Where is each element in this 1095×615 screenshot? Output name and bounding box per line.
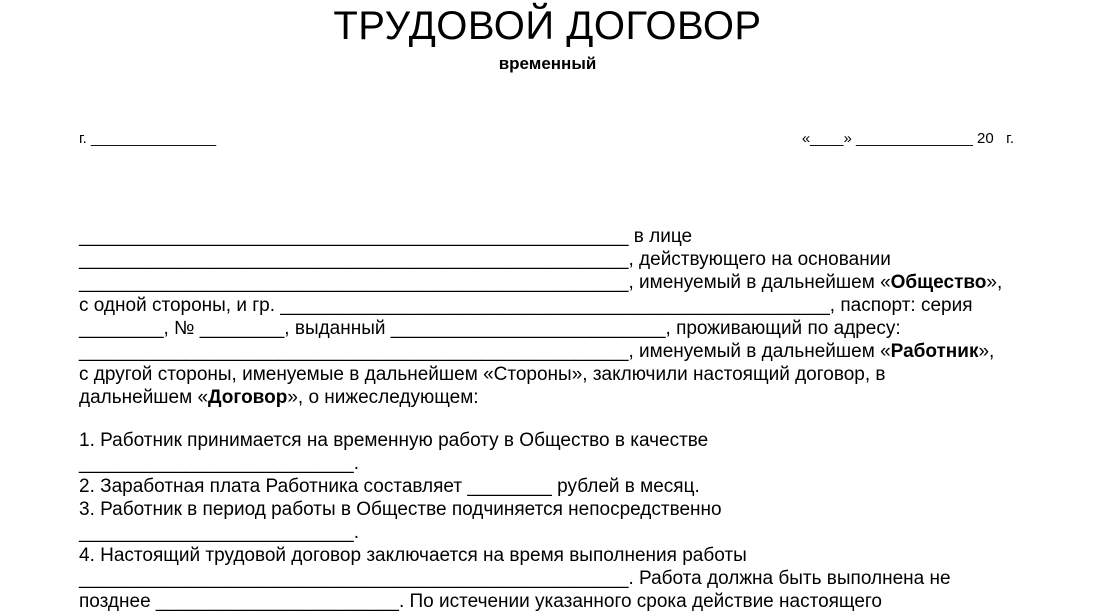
company-term: Общество bbox=[890, 272, 987, 293]
clause-4-line: ____________________________________________________. Работа должна быть выполнена не bbox=[79, 568, 951, 589]
paragraph-gap bbox=[79, 409, 1039, 429]
preamble-text: », о нижеследующем: bbox=[287, 387, 479, 408]
preamble-line: с другой стороны, именуемые в дальнейшем «Стороны», заключили настоящий договор, в bbox=[79, 364, 886, 385]
place-field: г. _______________ bbox=[79, 130, 217, 147]
preamble-line: ________, № ________, выданный __________________________, проживающий по адресу: bbox=[79, 318, 901, 339]
clause-2: 2. Заработная плата Работника составляет ________ рублей в месяц. bbox=[79, 476, 700, 497]
preamble-line: ____________________________________________________, действующего на основании bbox=[79, 249, 891, 270]
preamble-text: дальнейшем « bbox=[79, 387, 209, 408]
document-body bbox=[79, 225, 1039, 613]
preamble-line: с одной стороны, и гр. ____________________________________________________, паспорт: серия bbox=[79, 295, 973, 316]
document-title: ТРУДОВОЙ ДОГОВОР bbox=[333, 4, 762, 48]
contract-term: Договор bbox=[208, 387, 288, 408]
preamble-text: », bbox=[978, 341, 995, 362]
preamble-text: ____________________________________________________, именуемый в дальнейшем « bbox=[79, 341, 891, 362]
clause-4: 4. Настоящий трудовой договор заключается на время выполнения работы bbox=[79, 545, 747, 566]
preamble-text: », bbox=[986, 272, 1003, 293]
clause-4-line: позднее _______________________. По истечении указанного срока действие настоящего bbox=[79, 591, 883, 612]
employee-term: Работник bbox=[890, 341, 979, 362]
preamble-line bbox=[79, 340, 1039, 363]
date-field: «____» ______________ 20 г. bbox=[801, 130, 1014, 147]
clause-3-blank: __________________________. bbox=[79, 522, 360, 543]
clause-3: 3. Работник в период работы в Обществе подчиняется непосредственно bbox=[79, 499, 722, 520]
clause-1-blank: __________________________. bbox=[79, 453, 360, 474]
document-subtitle: временный bbox=[498, 54, 597, 73]
preamble-line bbox=[79, 386, 1039, 409]
clause-1: 1. Работник принимается на временную работу в Общество в качестве bbox=[79, 430, 709, 451]
preamble-line bbox=[79, 271, 1039, 294]
preamble-text: ____________________________________________________, именуемый в дальнейшем « bbox=[79, 272, 891, 293]
preamble-line: ____________________________________________________ в лице bbox=[79, 226, 693, 247]
